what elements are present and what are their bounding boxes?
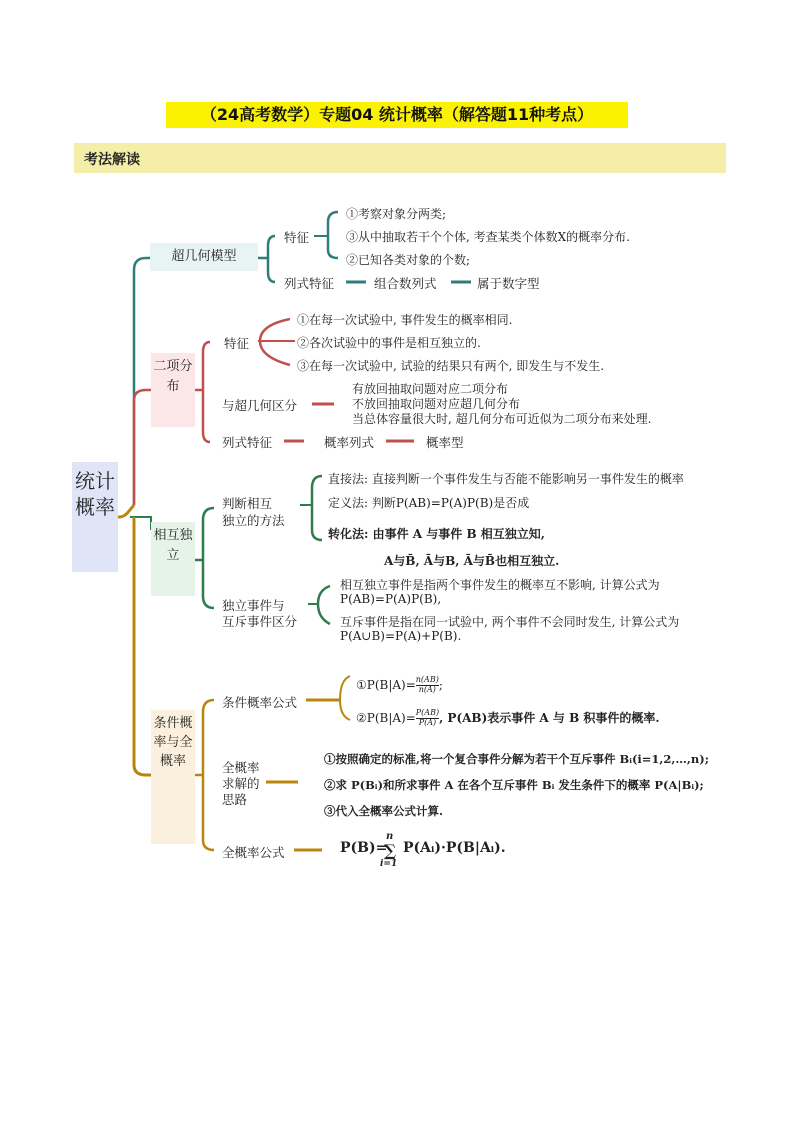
total-prob-label: 求解的 [222, 776, 260, 791]
sigma-lower-limit: i=1 [380, 859, 398, 869]
formula-1-prefix: ①P(B|A)= [356, 677, 416, 692]
total-prob-formula-left: P(B)= [340, 840, 388, 856]
page-title: （24高考数学）专题04 统计概率（解答题11种考点） [166, 102, 628, 128]
binomial-diff-item: 不放回抽取问题对应超几何分布 [352, 397, 521, 411]
hyper-formula-label: 列式特征 [284, 276, 335, 291]
binomial-feature-item: ②各次试验中的事件是相互独立的. [297, 336, 481, 350]
total-prob-step: ①按照确定的标准,将一个复合事件分解为若干个互斥事件 Bᵢ(i=1,2,…,n); [324, 752, 709, 766]
total-prob-formula-right: P(Aᵢ)·P(B|Aᵢ). [403, 840, 506, 856]
binomial-formula-label: 列式特征 [222, 435, 273, 450]
hyper-formula-mid: 组合数列式 [374, 276, 437, 291]
formula-1-numerator: n(AB) [415, 675, 439, 684]
conditional-formula-2 [356, 709, 660, 728]
total-prob-step: ②求 P(Bᵢ)和所求事件 A 在各个互斥事件 Bᵢ 发生条件下的概率 P(A|Bᵢ); [324, 778, 704, 792]
independent-method-item: 直接法: 直接判断一个事件发生与否能不能影响另一事件发生的概率 [328, 472, 684, 486]
section-header-bar [74, 143, 726, 173]
node-conditional: 条件概率与全概率 [151, 710, 195, 844]
independent-method-label: 判断相互 [222, 496, 273, 511]
hyper-feature-item: ②已知各类对象的个数; [346, 253, 471, 267]
independent-distinguish-item: 相互独立事件是指两个事件发生的概率互不影响, 计算公式为 [340, 578, 660, 592]
formula-2-denominator: P(A) [418, 718, 437, 727]
independent-method-item: 定义法: 判断P(AB)=P(A)P(B)是否成 [328, 496, 530, 510]
formula-1-denominator: n(A) [418, 684, 436, 694]
binomial-diff-item: 有放回抽取问题对应二项分布 [352, 382, 509, 396]
independent-distinguish-item: P(A∪B)=P(A)+P(B). [340, 629, 462, 643]
formula-1-suffix: ; [438, 677, 443, 692]
hyper-formula-end: 属于数字型 [477, 276, 540, 291]
formula-2-prefix: ②P(B|A)= [356, 711, 416, 725]
conditional-formula-1 [356, 676, 443, 695]
node-hypergeometric: 超几何模型 [150, 243, 258, 271]
independent-method-item: 转化法: 由事件 A 与事件 B 相互独立知, [328, 527, 545, 541]
node-independent: 相互独立 [151, 522, 195, 596]
independent-method-label: 独立的方法 [222, 513, 285, 528]
binomial-formula-end: 概率型 [426, 435, 464, 450]
independent-distinguish-label: 独立事件与 [222, 598, 285, 613]
binomial-diff-item: 当总体容量很大时, 超几何分布可近似为二项分布来处理. [352, 412, 652, 426]
independent-method-item: A与B̄, Ā与B, Ā与B̄也相互独立. [384, 554, 560, 568]
binomial-feature-label: 特征 [224, 336, 250, 351]
hyper-feature-item: ③从中抽取若干个个体, 考查某类个体数X的概率分布. [346, 230, 630, 244]
total-prob-label: 思路 [222, 792, 248, 807]
hyper-feature-label: 特征 [284, 230, 310, 245]
independent-distinguish-item: 互斥事件是指在同一试验中, 两个事件不会同时发生, 计算公式为 [340, 615, 680, 629]
binomial-diff-label: 与超几何区分 [222, 398, 298, 413]
node-binomial: 二项分布 [151, 353, 195, 427]
binomial-feature-item: ③在每一次试验中, 试验的结果只有两个, 即发生与不发生. [297, 359, 605, 373]
conditional-formula-label: 条件概率公式 [222, 695, 298, 710]
formula-2-numerator: P(AB) [415, 708, 440, 718]
sigma-icon: ∑ [384, 841, 397, 860]
total-prob-step: ③代入全概率公式计算. [324, 804, 444, 818]
independent-distinguish-item: P(AB)=P(A)P(B), [340, 592, 442, 606]
total-prob-formula-label: 全概率公式 [222, 845, 285, 860]
independent-distinguish-label: 互斥事件区分 [222, 614, 298, 629]
section-header-label: 考法解读 [84, 152, 140, 168]
hyper-feature-item: ①考察对象分两类; [346, 207, 447, 221]
sigma-upper-limit: n [386, 831, 394, 842]
total-prob-label: 全概率 [222, 760, 260, 775]
binomial-formula-mid: 概率列式 [324, 435, 375, 450]
formula-2-suffix: , P(AB)表示事件 A 与 B 积事件的概率. [439, 711, 660, 725]
root-node: 统计概率 [72, 462, 118, 572]
binomial-feature-item: ①在每一次试验中, 事件发生的概率相同. [297, 313, 513, 327]
